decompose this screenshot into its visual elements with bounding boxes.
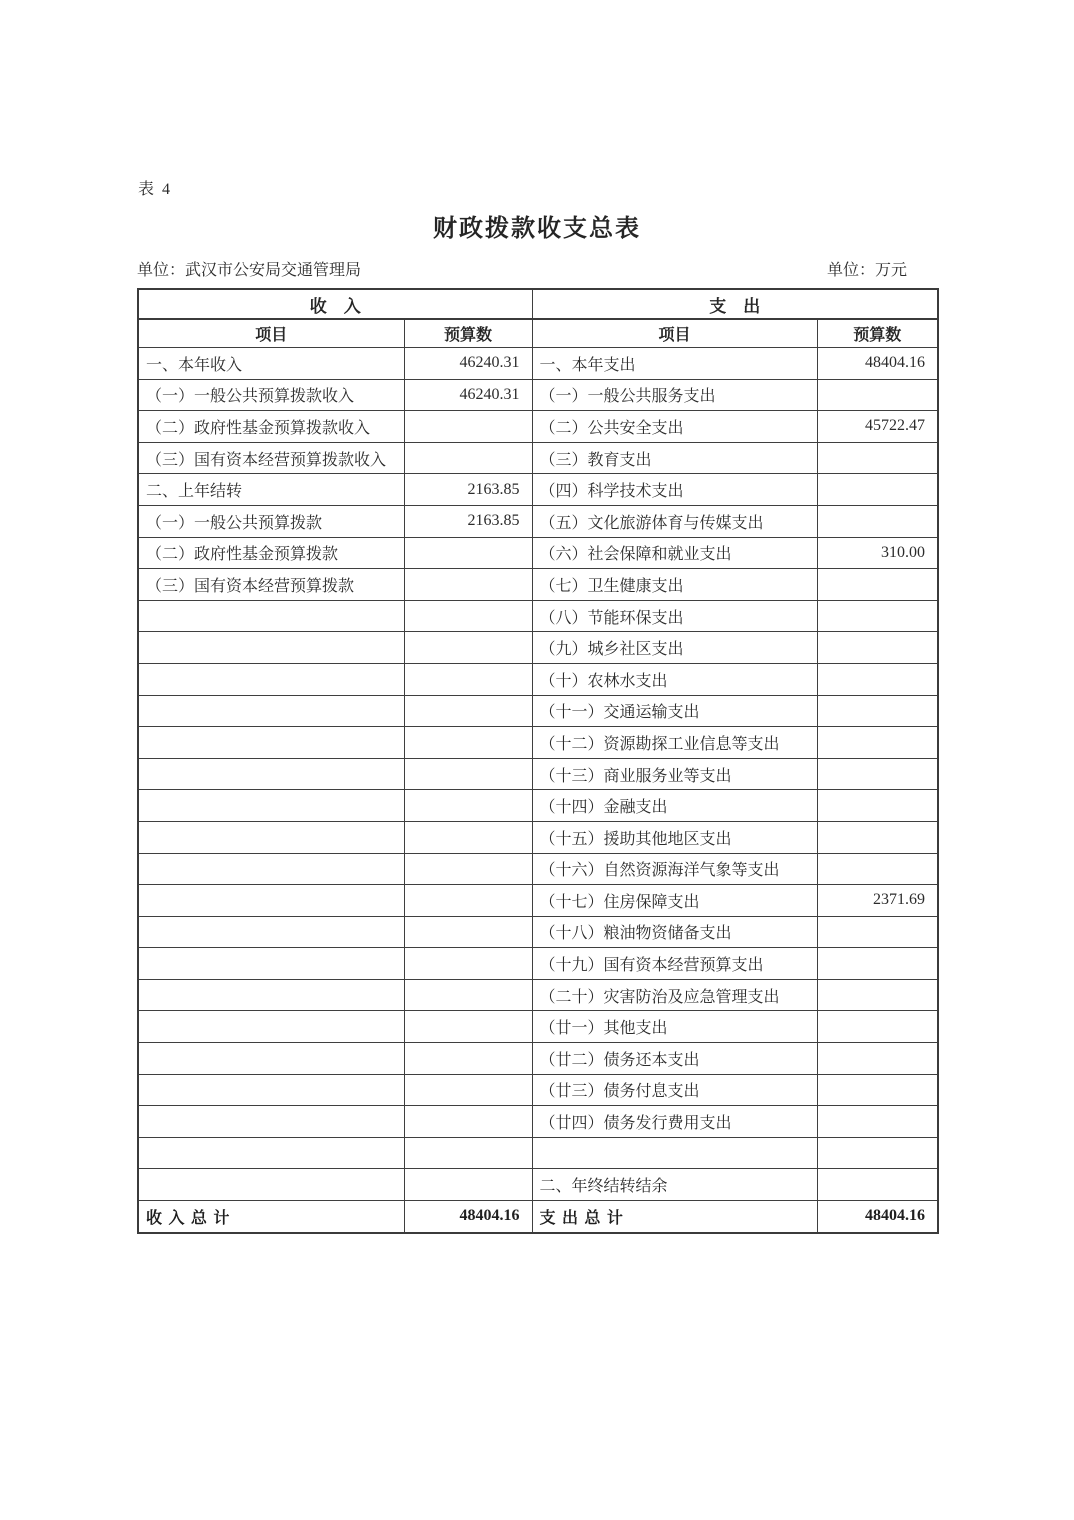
expenditure-budget-cell: 48404.16 — [817, 348, 938, 380]
income-item-cell: （一）一般公共预算拨款 — [138, 505, 404, 537]
expenditure-item-cell: （廿三）债务付息支出 — [532, 1074, 817, 1106]
income-item-cell: （一）一般公共预算拨款收入 — [138, 379, 404, 411]
income-budget-cell — [404, 916, 532, 948]
table-row — [138, 1137, 938, 1169]
income-budget-cell — [404, 600, 532, 632]
income-item-cell — [138, 979, 404, 1011]
expenditure-item-cell: （八）节能环保支出 — [532, 600, 817, 632]
expenditure-item-cell: 二、年终结转结余 — [532, 1169, 817, 1201]
income-item-cell — [138, 885, 404, 917]
expenditure-budget-cell: 2371.69 — [817, 885, 938, 917]
table-row — [138, 442, 938, 474]
totals-row — [138, 1201, 938, 1233]
table-row — [138, 1169, 938, 1201]
expenditure-item-cell: （十一）交通运输支出 — [532, 695, 817, 727]
income-budget-cell — [404, 790, 532, 822]
income-item-cell — [138, 916, 404, 948]
expenditure-item-cell: （十二）资源勘探工业信息等支出 — [532, 727, 817, 759]
expenditure-item-cell: （二）公共安全支出 — [532, 411, 817, 443]
income-budget-cell — [404, 663, 532, 695]
expenditure-budget-cell — [817, 474, 938, 506]
income-section-header: 收 入 — [138, 289, 532, 319]
income-budget-cell — [404, 1169, 532, 1201]
income-item-cell — [138, 663, 404, 695]
expenditure-item-cell: （三）教育支出 — [532, 442, 817, 474]
income-budget-cell: 46240.31 — [404, 348, 532, 380]
budget-summary-table — [137, 288, 939, 1234]
total-income-budget-cell: 48404.16 — [404, 1201, 532, 1233]
expenditure-item-cell: （十九）国有资本经营预算支出 — [532, 948, 817, 980]
income-item-cell — [138, 1011, 404, 1043]
expenditure-budget-cell — [817, 505, 938, 537]
income-budget-cell — [404, 979, 532, 1011]
currency-unit-label: 单位：万元 — [826, 262, 907, 279]
income-budget-cell: 46240.31 — [404, 379, 532, 411]
expenditure-budget-cell — [817, 821, 938, 853]
expenditure-budget-cell — [817, 379, 938, 411]
expenditure-item-cell: （十三）商业服务业等支出 — [532, 758, 817, 790]
expenditure-item-cell: （九）城乡社区支出 — [532, 632, 817, 664]
income-item-cell — [138, 790, 404, 822]
expenditure-item-cell: （廿一）其他支出 — [532, 1011, 817, 1043]
expenditure-item-cell: （一）一般公共服务支出 — [532, 379, 817, 411]
income-item-cell: （二）政府性基金预算拨款收入 — [138, 411, 404, 443]
income-budget-cell — [404, 727, 532, 759]
expenditure-item-cell: （十四）金融支出 — [532, 790, 817, 822]
expenditure-budget-cell — [817, 600, 938, 632]
income-item-cell: （三）国有资本经营预算拨款 — [138, 569, 404, 601]
expenditure-item-cell: （七）卫生健康支出 — [532, 569, 817, 601]
expenditure-budget-cell — [817, 1074, 938, 1106]
table-row — [138, 537, 938, 569]
expenditure-item-cell: （五）文化旅游体育与传媒支出 — [532, 505, 817, 537]
expenditure-item-cell: （十五）援助其他地区支出 — [532, 821, 817, 853]
expenditure-budget-cell — [817, 979, 938, 1011]
table-number-label: 表 4 — [138, 181, 173, 198]
table-row — [138, 663, 938, 695]
income-item-cell — [138, 1043, 404, 1075]
expenditure-budget-cell — [817, 916, 938, 948]
page-title: 财政拨款收支总表 — [433, 215, 641, 242]
income-budget-cell — [404, 821, 532, 853]
income-item-cell — [138, 758, 404, 790]
expenditure-section-header: 支 出 — [532, 289, 938, 319]
reporting-unit-label: 单位：武汉市公安局交通管理局 — [137, 262, 362, 279]
income-item-cell — [138, 1074, 404, 1106]
expenditure-budget-cell — [817, 1106, 938, 1138]
expenditure-item-cell: （廿四）债务发行费用支出 — [532, 1106, 817, 1138]
expenditure-budget-cell — [817, 1043, 938, 1075]
table-row — [138, 1106, 938, 1138]
expenditure-budget-cell — [817, 758, 938, 790]
expenditure-budget-cell — [817, 790, 938, 822]
expenditure-budget-cell — [817, 442, 938, 474]
table-row — [138, 505, 938, 537]
income-item-cell — [138, 1169, 404, 1201]
table-row — [138, 979, 938, 1011]
table-row — [138, 1043, 938, 1075]
income-item-column-header: 项目 — [138, 319, 404, 348]
income-budget-cell — [404, 1043, 532, 1075]
income-budget-cell — [404, 442, 532, 474]
income-item-cell — [138, 727, 404, 759]
income-budget-cell — [404, 1137, 532, 1169]
income-item-cell — [138, 821, 404, 853]
table-row — [138, 948, 938, 980]
table-row — [138, 1011, 938, 1043]
income-budget-cell — [404, 632, 532, 664]
expenditure-budget-cell — [817, 1011, 938, 1043]
income-item-cell — [138, 948, 404, 980]
income-item-cell — [138, 1106, 404, 1138]
expenditure-item-cell: 一、本年支出 — [532, 348, 817, 380]
expenditure-item-cell: （六）社会保障和就业支出 — [532, 537, 817, 569]
expenditure-budget-cell — [817, 695, 938, 727]
income-item-cell — [138, 695, 404, 727]
income-budget-cell — [404, 885, 532, 917]
expenditure-item-cell — [532, 1137, 817, 1169]
income-item-cell: （三）国有资本经营预算拨款收入 — [138, 442, 404, 474]
table-row — [138, 790, 938, 822]
income-budget-column-header: 预算数 — [404, 319, 532, 348]
expenditure-budget-cell — [817, 569, 938, 601]
income-budget-cell — [404, 1074, 532, 1106]
table-row — [138, 632, 938, 664]
income-budget-cell — [404, 569, 532, 601]
total-expenditure-budget-cell: 48404.16 — [817, 1201, 938, 1233]
expenditure-budget-cell: 45722.47 — [817, 411, 938, 443]
income-budget-cell — [404, 853, 532, 885]
income-budget-cell — [404, 758, 532, 790]
income-budget-cell — [404, 537, 532, 569]
income-item-cell — [138, 600, 404, 632]
table-row — [138, 916, 938, 948]
income-budget-cell — [404, 1106, 532, 1138]
expenditure-budget-cell — [817, 632, 938, 664]
table-row — [138, 379, 938, 411]
income-item-cell — [138, 632, 404, 664]
table-row — [138, 569, 938, 601]
expenditure-item-column-header: 项目 — [532, 319, 817, 348]
table-row — [138, 885, 938, 917]
table-row — [138, 411, 938, 443]
expenditure-budget-column-header: 预算数 — [817, 319, 938, 348]
income-item-cell: 一、本年收入 — [138, 348, 404, 380]
income-item-cell: 二、上年结转 — [138, 474, 404, 506]
total-expenditure-item-cell: 支 出 总 计 — [532, 1201, 817, 1233]
income-budget-cell — [404, 1011, 532, 1043]
income-budget-cell: 2163.85 — [404, 505, 532, 537]
expenditure-budget-cell — [817, 663, 938, 695]
income-budget-cell — [404, 948, 532, 980]
table-row — [138, 1074, 938, 1106]
table-row — [138, 348, 938, 380]
expenditure-budget-cell: 310.00 — [817, 537, 938, 569]
income-item-cell — [138, 1137, 404, 1169]
income-budget-cell — [404, 695, 532, 727]
table-row — [138, 758, 938, 790]
expenditure-item-cell: （十八）粮油物资储备支出 — [532, 916, 817, 948]
expenditure-item-cell: （十）农林水支出 — [532, 663, 817, 695]
total-income-item-cell: 收 入 总 计 — [138, 1201, 404, 1233]
expenditure-budget-cell — [817, 1169, 938, 1201]
income-item-cell: （二）政府性基金预算拨款 — [138, 537, 404, 569]
expenditure-item-cell: （十六）自然资源海洋气象等支出 — [532, 853, 817, 885]
table-row — [138, 600, 938, 632]
unit-row — [137, 257, 937, 280]
expenditure-item-cell: （十七）住房保障支出 — [532, 885, 817, 917]
expenditure-budget-cell — [817, 727, 938, 759]
expenditure-budget-cell — [817, 853, 938, 885]
expenditure-budget-cell — [817, 948, 938, 980]
table-row — [138, 474, 938, 506]
table-row — [138, 853, 938, 885]
table-row — [138, 821, 938, 853]
expenditure-item-cell: （四）科学技术支出 — [532, 474, 817, 506]
section-header-row — [138, 289, 938, 319]
expenditure-budget-cell — [817, 1137, 938, 1169]
income-budget-cell — [404, 411, 532, 443]
column-header-row — [138, 319, 938, 348]
income-item-cell — [138, 853, 404, 885]
expenditure-item-cell: （二十）灾害防治及应急管理支出 — [532, 979, 817, 1011]
income-budget-cell: 2163.85 — [404, 474, 532, 506]
expenditure-item-cell: （廿二）债务还本支出 — [532, 1043, 817, 1075]
table-row — [138, 727, 938, 759]
table-row — [138, 695, 938, 727]
